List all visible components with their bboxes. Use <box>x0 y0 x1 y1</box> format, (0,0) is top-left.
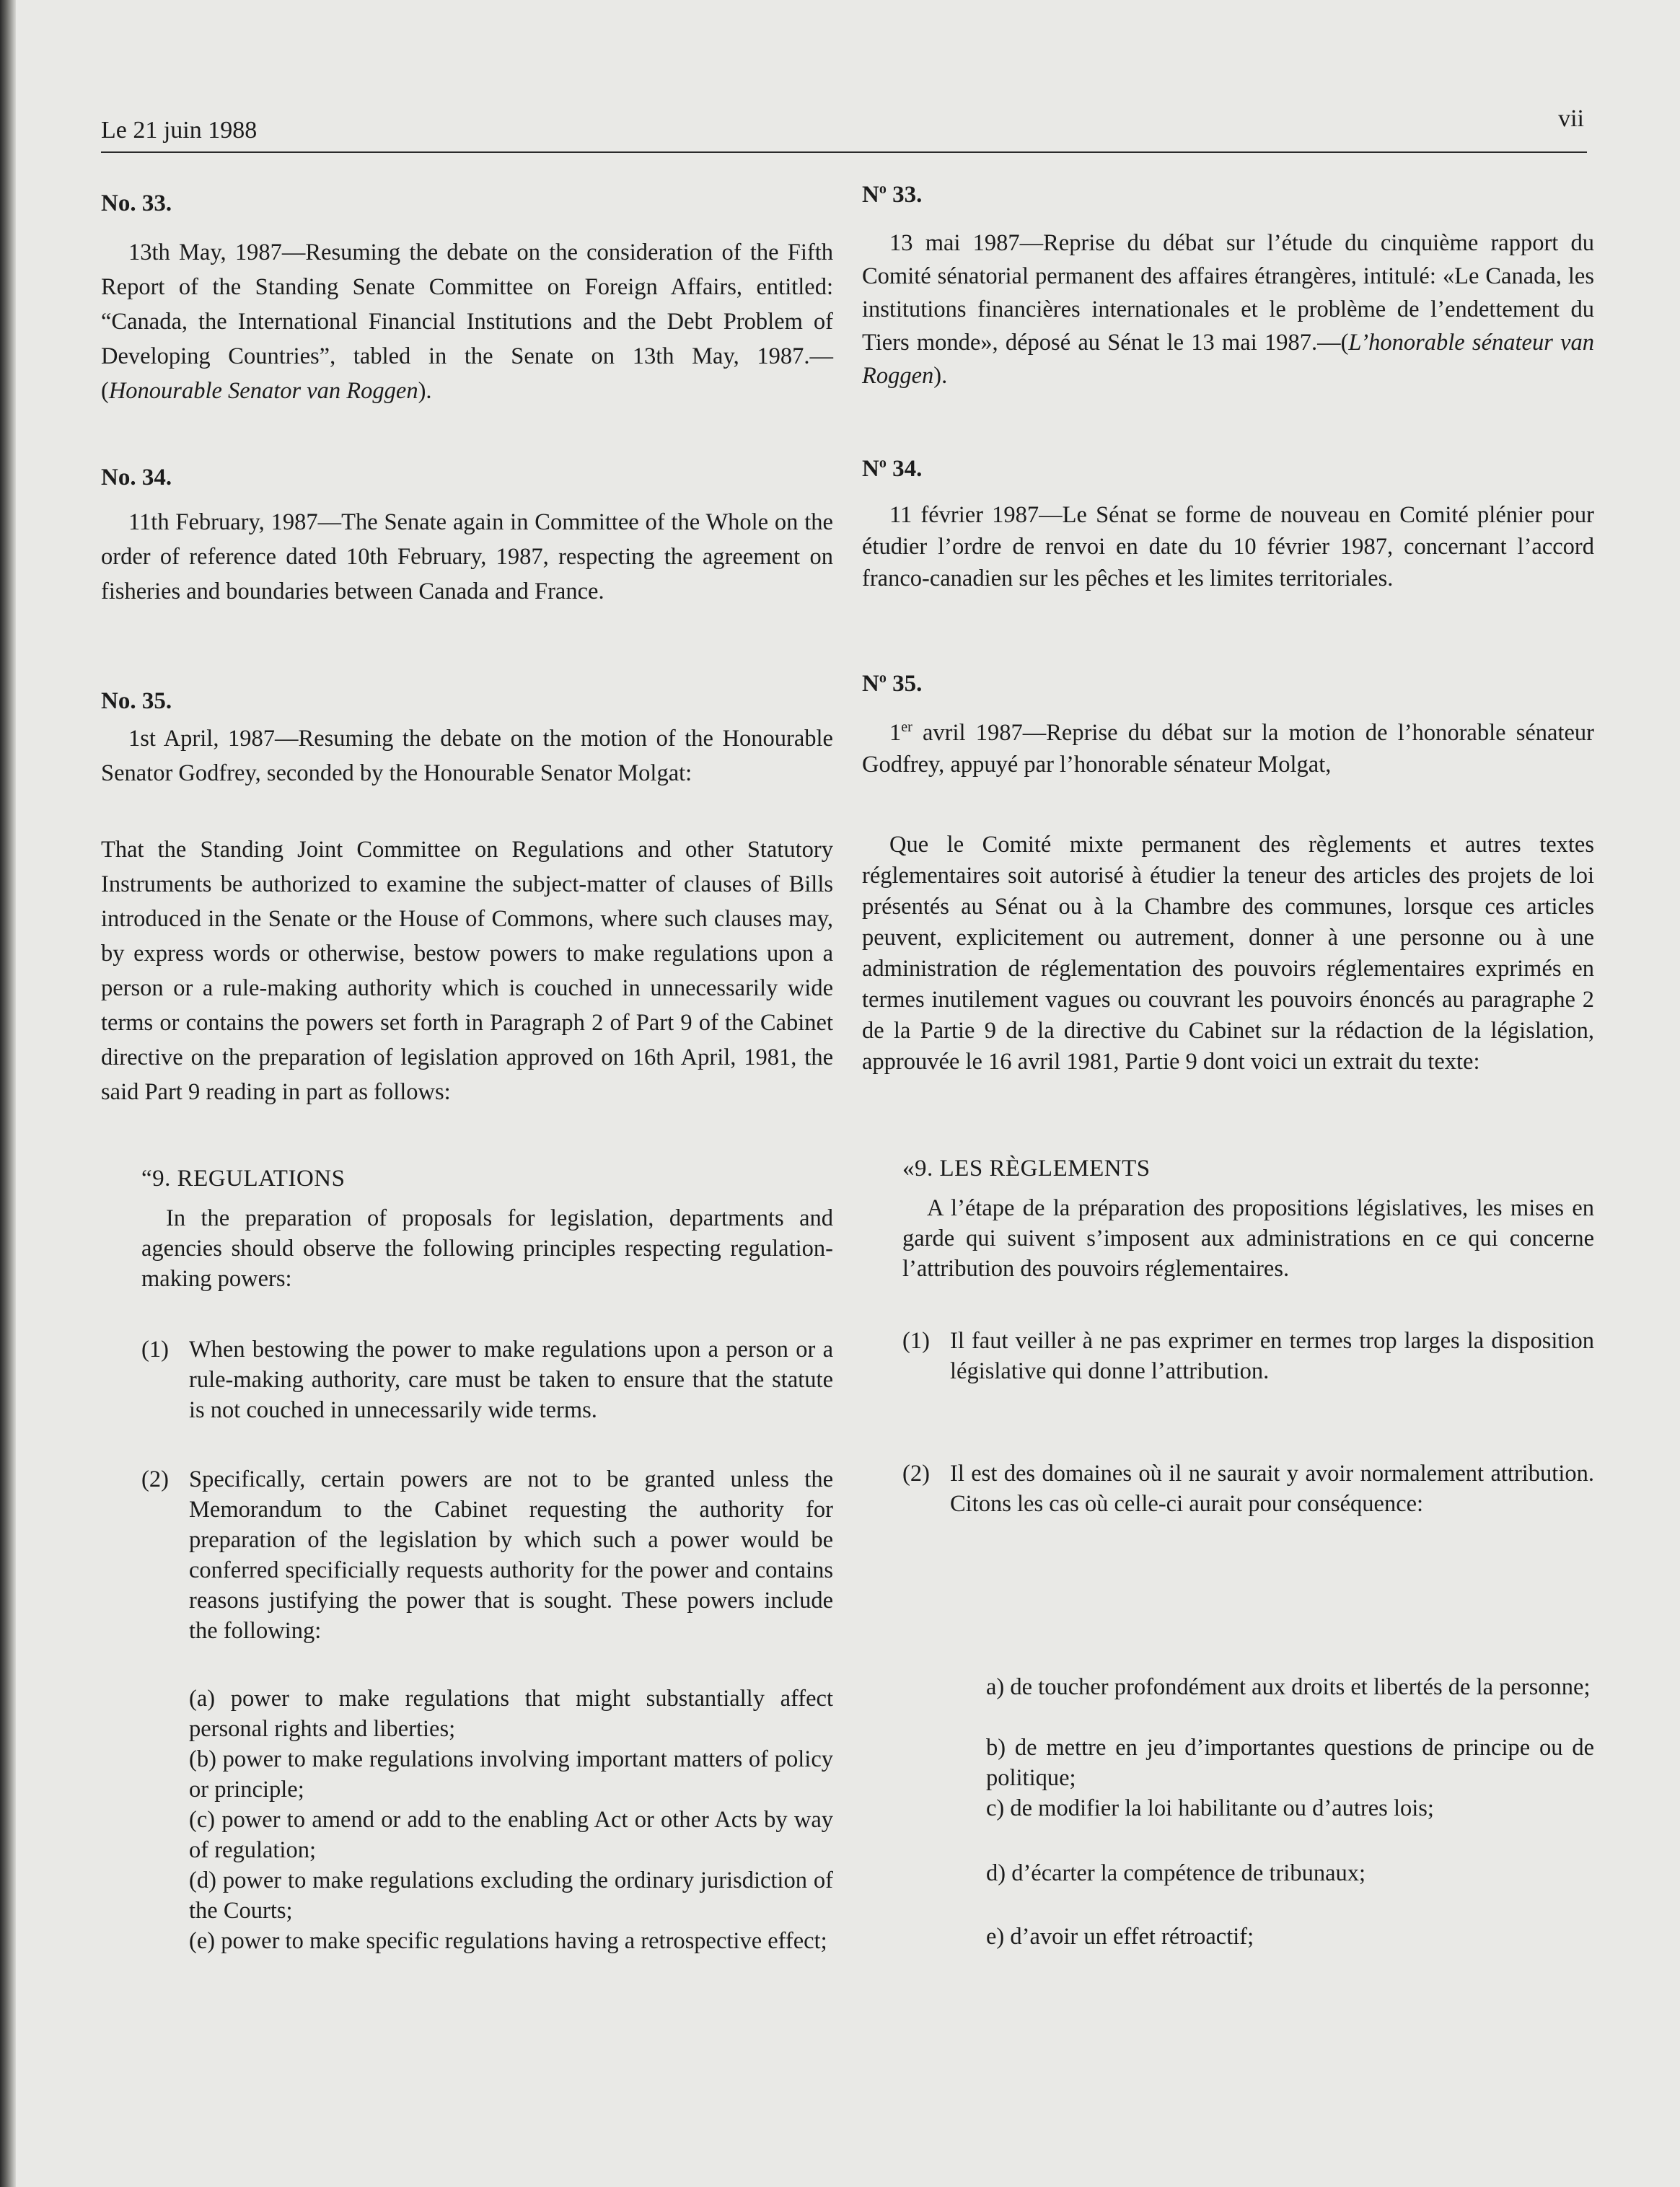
en-power-d: (d) power to make regulations excluding the ordinary jurisdiction of the Courts; <box>189 1867 833 1924</box>
fr-item-33-text-end: ). <box>933 363 948 389</box>
en-power-b: (b) power to make regulations involving important matters of policy or principle; <box>189 1746 833 1803</box>
header-date: Le 21 juin 1988 <box>101 117 258 144</box>
fr-item-35-heading-letter: N <box>862 671 879 697</box>
fr-item-34-heading-num: 34. <box>886 456 923 482</box>
en-motion-text: That the Standing Joint Committee on Regulations and other Statutory Instruments be authorized to examine the subject-matter of clauses of Bills introduced in the Senate or the House of Commons, where such clauses may, by express words or otherwise, bestow powers to make regulations upon a person or a rule-making authority which is couched in unnecessarily wide terms or contains the powers set forth in Paragraph 2 of Part 9 of the Cabinet directive on the preparation of legislation approved on 16th April, 1981, the said Part 9 reading in part as follows: <box>101 837 833 1105</box>
en-item-33-sponsor: Honourable Senator van Roggen <box>108 378 418 404</box>
en-power-a: (a) power to make regulations that might substantially affect personal rights and liberties; <box>189 1686 833 1742</box>
fr-principle-2-text: Il est des domaines où il ne saurait y avoir normalement attribution. Citons les cas où celle-ci aurait pour conséquence: <box>950 1461 1594 1517</box>
fr-item-33-sponsor: L’honorable sénateur van Roggen <box>862 330 1594 389</box>
en-item-33-text <box>101 235 833 408</box>
fr-principle-1 <box>862 1326 1594 1386</box>
fr-item-35-text-main: avril 1987—Reprise du débat sur la motion de l’honorable sénateur Godfrey, appuyé par l’honorable sénateur Molgat, <box>862 720 1594 778</box>
fr-item-34-heading <box>862 452 1594 486</box>
fr-item-34-heading-letter: N <box>862 456 879 482</box>
fr-principle-1-number: (1) <box>902 1328 930 1354</box>
fr-item-35-date-sup: er <box>901 719 912 736</box>
en-item-34-heading: No. 34. <box>101 465 172 490</box>
fr-item-35-heading-sup: o <box>879 670 887 686</box>
fr-regulations-intro: A l’étape de la préparation des propositions législatives, les mises en garde qui suivent s’imposent aux administrations en ce qui concerne l’attribution des pouvoirs réglementaires. <box>902 1195 1594 1282</box>
en-item-33-text-main: 13th May, 1987—Resuming the debate on the consideration of the Fifth Report of the Standing Senate Committee on Foreign Affairs, entitled: “Canada, the International Financial Institutions and the Debt Problem of Developing Countries”, tabled in the Senate on 13th May, 1987.—( <box>101 239 833 404</box>
fr-power-c: c) de modifier la loi habilitante ou d’autres lois; <box>986 1795 1434 1821</box>
en-principle-1 <box>101 1334 833 1425</box>
fr-item-35-text <box>862 717 1594 780</box>
fr-principle-1-text: Il faut veiller à ne pas exprimer en termes trop larges la disposition législative qui donne l’attribution. <box>950 1328 1594 1384</box>
en-power-c: (c) power to amend or add to the enabling Act or other Acts by way of regulation; <box>189 1807 833 1863</box>
fr-motion-text: Que le Comité mixte permanent des règlements et autres textes réglementaires soit autorisé à étudier la teneur des articles des projets de loi présentés au Sénat ou à la Chambre des communes, lorsque ces articles peuvent, explicitement ou autrement, donner à une personne ou à une administration de réglementation des pouvoirs réglementaires exprimés en termes inutilement vagues ou couvrant les pouvoirs énoncés au paragraphe 2 de la Partie 9 de la directive du Cabinet sur la rédaction de la législation, approuvée le 16 avril 1981, Partie 9 dont voici un extrait du texte: <box>862 832 1594 1075</box>
fr-power-a: a) de toucher profondément aux droits et libertés de la personne; <box>986 1674 1591 1700</box>
fr-item-33-heading-sup: o <box>879 181 887 197</box>
en-principle-2-number: (2) <box>141 1466 169 1492</box>
page-binding-shadow <box>0 0 16 2187</box>
fr-item-34-text: 11 février 1987—Le Sénat se forme de nouveau en Comité plénier pour étudier l’ordre de renvoi en date du 10 février 1987, concernant l’accord franco-canadien sur les pêches et les limites territoriales. <box>862 502 1594 591</box>
en-regulations-title: “9. REGULATIONS <box>141 1166 346 1192</box>
en-item-35-text: 1st April, 1987—Resuming the debate on the motion of the Honourable Senator Godfrey, seconded by the Honourable Senator Molgat: <box>101 726 833 786</box>
en-power-e: (e) power to make specific regulations having a retrospective effect; <box>189 1928 827 1954</box>
fr-item-33-text <box>862 226 1594 392</box>
en-item-33-heading: No. 33. <box>101 190 172 216</box>
fr-principle-2 <box>862 1458 1594 1519</box>
fr-item-35-heading-num: 35. <box>886 671 923 697</box>
en-item-33-text-end: ). <box>418 378 432 404</box>
fr-power-e: e) d’avoir un effet rétroactif; <box>986 1924 1254 1950</box>
fr-item-35-heading <box>862 666 1594 701</box>
en-principle-1-text: When bestowing the power to make regulations upon a person or a rule-making authority, care must be taken to ensure that the statute is not couched in unnecessarily wide terms. <box>189 1337 833 1423</box>
en-regulations-intro: In the preparation of proposals for legislation, departments and agencies should observe the following principles respecting regulation-making powers: <box>141 1205 833 1292</box>
fr-item-33-heading <box>862 177 1594 212</box>
fr-item-33-text-main: 13 mai 1987—Reprise du débat sur l’étude du cinquième rapport du Comité sénatorial permanent des affaires étrangères, intitulé: «Le Canada, les institutions financières internationales et le problème de l’endettement du Tiers monde», déposé au Sénat le 13 mai 1987.—( <box>862 230 1594 356</box>
fr-power-b: b) de mettre en jeu d’importantes questions de principe ou de politique; <box>986 1735 1594 1791</box>
page-number: vii <box>1558 105 1584 132</box>
fr-item-33-heading-letter: N <box>862 182 879 208</box>
fr-item-35-date-day: 1 <box>889 720 902 746</box>
fr-principle-2-number: (2) <box>902 1461 930 1487</box>
en-principle-2-text: Specifically, certain powers are not to be granted unless the Memorandum to the Cabinet requesting the authority for preparation of the legislation by which such a power would be conferred specificially requests authority for the power and contains reasons justifying the power that is sought. These powers include the following: <box>189 1466 833 1644</box>
fr-regulations-title: «9. LES RÈGLEMENTS <box>902 1156 1151 1181</box>
en-principle-2 <box>101 1464 833 1646</box>
en-item-34-text: 11th February, 1987—The Senate again in Committee of the Whole on the order of reference dated 10th February, 1987, respecting the agreement on fisheries and boundaries between Canada and France. <box>101 509 833 604</box>
en-item-35-heading: No. 35. <box>101 688 172 714</box>
fr-power-d: d) d’écarter la compétence de tribunaux; <box>986 1860 1366 1886</box>
fr-item-34-heading-sup: o <box>879 455 887 471</box>
fr-item-33-heading-num: 33. <box>886 182 923 208</box>
page-header <box>101 105 1587 153</box>
en-principle-1-number: (1) <box>141 1337 169 1363</box>
